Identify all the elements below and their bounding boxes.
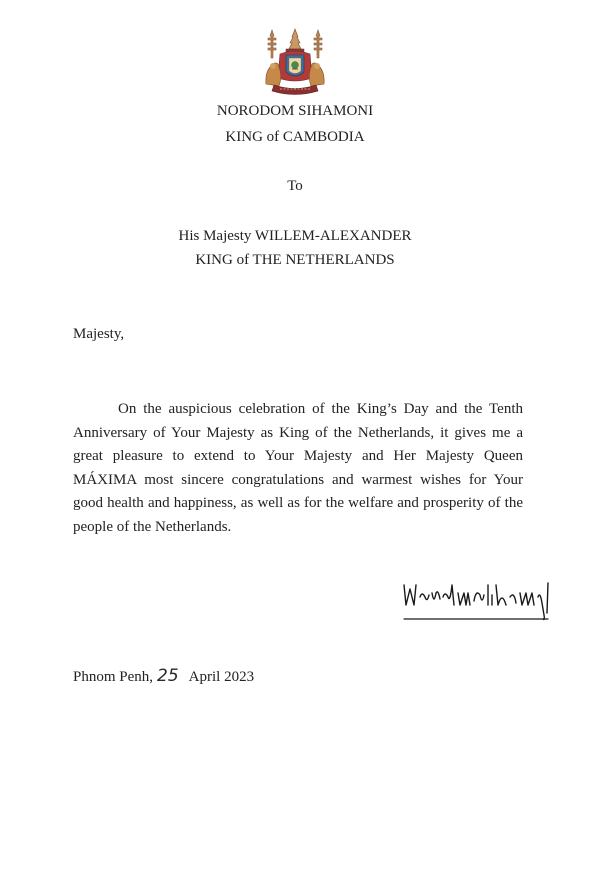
recipient-name: His Majesty WILLEM-ALEXANDER xyxy=(178,228,412,244)
royal-arms-of-cambodia-icon xyxy=(262,28,328,98)
recipient-title: KING of THE NETHERLANDS xyxy=(195,252,395,268)
place-and-date xyxy=(73,667,254,686)
month-year: April 2023 xyxy=(188,669,255,685)
sender-title: KING of CAMBODIA xyxy=(225,129,365,145)
handwritten-signature-icon xyxy=(398,575,554,627)
to-label: To xyxy=(287,178,303,194)
sender-name: NORODOM SIHAMONI xyxy=(216,103,374,119)
handwritten-day: 25 xyxy=(157,666,179,686)
place: Phnom Penh, xyxy=(73,669,154,685)
letter-body: On the auspicious celebration of the King’s Day and the Tenth Anniversary of Your Majesty as King of the Netherlands, it gives me a great pleasure to extend to Your Majesty and Her Majesty Queen MÁXIMA most sincere congratulations and warmest wishes for Your good health and happiness, as well as for the welfare and prosperity of the people of the Netherlands. xyxy=(73,401,523,535)
salutation: Majesty, xyxy=(73,326,125,342)
